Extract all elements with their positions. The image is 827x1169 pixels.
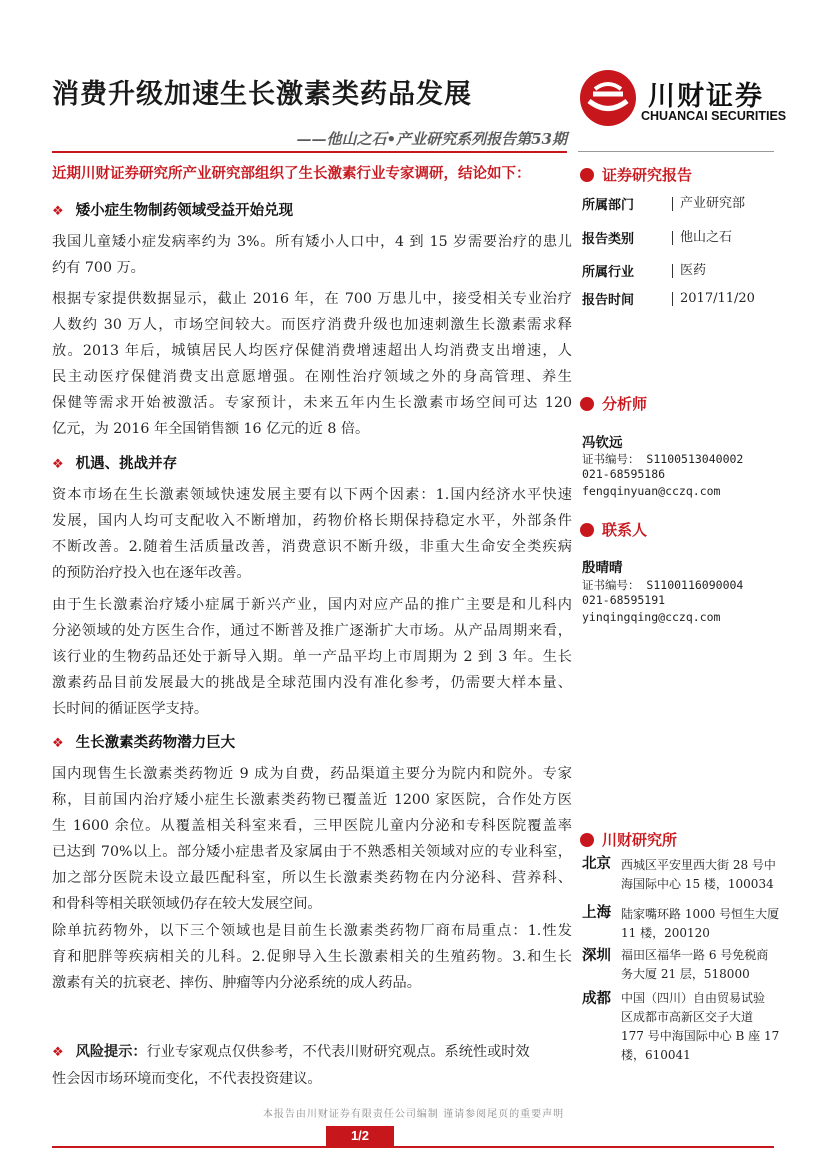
- sidebar-divider: [578, 151, 774, 152]
- info-key-date: 报告时间: [582, 293, 635, 308]
- office-city-chengdu: 成都: [582, 990, 611, 1007]
- contact-icon: [580, 523, 594, 537]
- office-city-shenzhen: 深圳: [582, 947, 611, 964]
- report-icon: [580, 168, 594, 182]
- institute-icon: [580, 833, 594, 847]
- logo-chinese-name: 川财证券: [648, 81, 764, 112]
- intro-summary: 近期川财证券研究所产业研究部组织了生长激素行业专家调研，结论如下：: [52, 165, 531, 182]
- header-divider: [52, 151, 567, 153]
- logo-english-name: CHUANCAI SECURITIES: [641, 109, 787, 123]
- contact-phone: 021-68595191: [582, 593, 666, 607]
- contact-cert: 证书编号： S1100116090004: [582, 578, 744, 592]
- info-value-industry: 医药: [672, 264, 706, 278]
- chuancai-logo-icon: [580, 70, 636, 126]
- contact-email[interactable]: yinqingqing@cczq.com: [582, 610, 721, 624]
- sidebar-report-heading: 证券研究报告: [580, 164, 692, 185]
- section-1-paragraph-2: 根据专家提供数据显示，截止 2016 年，在 700 万患儿中，接受相关专业治疗 人数约 30 万人，市场空间较大。而医疗消费升级也加速刺激生长激素需求释 放。2013 年后，城镇居民人均医疗保健消费增速超出人均消费支出增速，人 民主动医疗保健消费支出意愿增强。在刚性治疗领域之外的身高管理、养生 保健等需求开始被激活。专家预计，未来五年内生长激素市场空间可达 120 亿元，为 2016 年全国销售额 16 亿元的近 8 倍。: [52, 291, 572, 437]
- footer-divider: [52, 1146, 774, 1148]
- sidebar-institute-heading: 川财研究所: [580, 829, 677, 850]
- risk-warning: ❖ 风险提示：行业专家观点仅供参考，不代表川财研究观点。系统性或时效 性会因市场环境而变化，不代表投资建议。: [52, 1044, 530, 1087]
- analyst-email[interactable]: fengqinyuan@cczq.com: [582, 484, 721, 498]
- info-key-department: 所属部门: [582, 198, 635, 213]
- diamond-bullet-icon: ❖: [52, 736, 64, 751]
- office-address-shenzhen: 福田区福华一路 6 号免税商 务大厦 21 层，518000: [621, 948, 769, 981]
- info-key-category: 报告类别: [582, 232, 635, 247]
- footer-disclaimer: 本报告由川财证券有限责任公司编制 谨请参阅尾页的重要声明: [262, 1109, 565, 1120]
- info-value-date: 2017/11/20: [672, 292, 755, 306]
- section-2-paragraph-1: 资本市场在生长激素领域快速发展主要有以下两个因素：1.国内经济水平快速 发展，国内人均可支配收入不断增加，药物价格长期保持稳定水平，外部条件 不断改善。2.随着生活质量改善，消费意识不断升级，非重大生命安全类疾病 的预防治疗投入也在逐年改善。: [52, 487, 572, 581]
- section-3-paragraph-1: 国内现售生长激素类药物近 9 成为自费，药品渠道主要分为院内和院外。专家 称，目前国内治疗矮小症生长激素类药物已覆盖近 1200 家医院，合作处方医 生 1600 余位。从覆盖相关科室来看，三甲医院儿童内分泌和专科医院覆盖率 已达到 70%以上。部分矮小症患者及家属由于不熟悉相关领域对应的专业科室， 加之部分医院未设立最匹配科室，所以生长激素类药物在内分泌科、营养科、 和骨科等相关联领域仍存在较大发展空间。: [52, 766, 572, 912]
- office-address-beijing: 西城区平安里西大街 28 号中 海国际中心 15 楼，100034: [621, 858, 776, 891]
- section-heading-3: ❖ 生长激素类药物潜力巨大: [52, 734, 236, 751]
- report-title: 消费升级加速生长激素类药品发展: [52, 79, 472, 110]
- info-value-category: 他山之石: [672, 231, 732, 245]
- contact-name: 殷晴晴: [582, 560, 623, 576]
- section-3-paragraph-2: 除单抗药物外，以下三个领域也是目前生长激素类药物厂商布局重点：1.性发 育和肥胖等疾病相关的儿科。2.促卵导入生长激素相关的生殖药物。3.和生长 激素有关的抗衰老、摔伤、肿瘤等内分泌系统的成人药品。: [52, 923, 572, 991]
- series-subtitle: ——他山之石•产业研究系列报告第53期: [296, 130, 567, 148]
- diamond-bullet-icon: ❖: [52, 204, 64, 219]
- office-address-chengdu: 中国（四川）自由贸易试验 区成都市高新区交子大道 177 号中海国际中心 B 座 17 楼，610041: [621, 991, 780, 1062]
- info-key-industry: 所属行业: [582, 265, 635, 280]
- office-city-shanghai: 上海: [582, 904, 611, 921]
- analyst-phone: 021-68595186: [582, 467, 666, 481]
- page-number: 1/2: [326, 1126, 394, 1146]
- section-2-paragraph-2: 由于生长激素治疗矮小症属于新兴产业，国内对应产品的推广主要是和儿科内 分泌领域的处方医生合作，通过不断普及推广逐渐扩大市场。从产品周期来看， 该行业的生物药品还处于新导入期。单一产品平均上市周期为 2 到 3 年。生长 激素药品目前发展最大的挑战是全球范围内没有准化参考，仍需要大样本量、 长时间的循证医学支持。: [52, 597, 572, 717]
- section-heading-2: ❖ 机遇、挑战并存: [52, 455, 178, 472]
- diamond-bullet-icon: ❖: [52, 1045, 64, 1060]
- info-value-department: 产业研究部: [672, 197, 745, 211]
- diamond-bullet-icon: ❖: [52, 457, 64, 472]
- section-heading-1: ❖ 矮小症生物制药领域受益开始兑现: [52, 202, 294, 219]
- sidebar-analyst-heading: 分析师: [580, 393, 647, 414]
- office-address-shanghai: 陆家嘴环路 1000 号恒生大厦 11 楼，200120: [621, 907, 780, 940]
- office-city-beijing: 北京: [582, 855, 611, 872]
- sidebar-contact-heading: 联系人: [580, 519, 647, 540]
- analyst-name: 冯钦远: [582, 435, 623, 451]
- analyst-icon: [580, 397, 594, 411]
- section-1-paragraph-1: 我国儿童矮小症发病率约为 3%。所有矮小人口中，4 到 15 岁需要治疗的患儿 约有 700 万。: [52, 234, 572, 276]
- analyst-cert: 证书编号： S1100513040002: [582, 452, 744, 466]
